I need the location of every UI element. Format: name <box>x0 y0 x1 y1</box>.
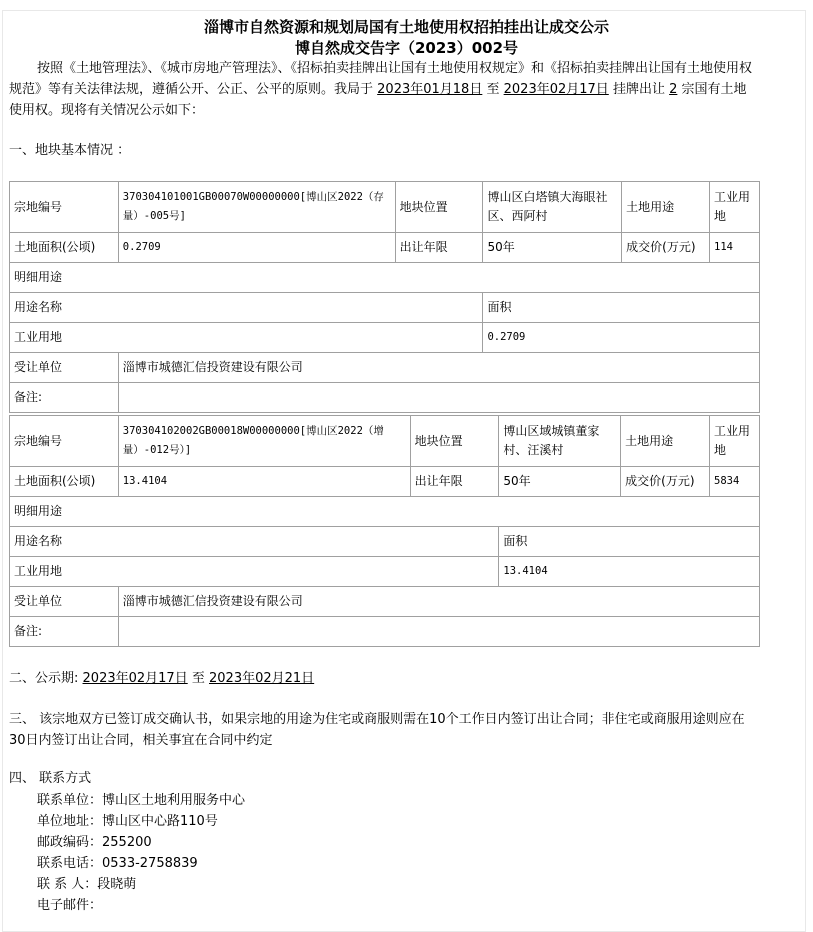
contact-phone: 联系电话：0533-2758839 <box>37 856 198 871</box>
intro-to: 至 <box>486 82 500 97</box>
term-value: 50年 <box>499 467 621 497</box>
remarks-label: 备注: <box>10 617 119 647</box>
term-label: 出让年限 <box>410 467 499 497</box>
table-row <box>10 263 760 293</box>
parcel-count: 2 <box>669 82 678 97</box>
parcel-table-1 <box>9 181 760 413</box>
price-label: 成交价(万元) <box>622 233 710 263</box>
parcel-id-label: 宗地编号 <box>10 182 119 233</box>
assignee-value: 淄博市城德汇信投资建设有限公司 <box>118 587 759 617</box>
parcel-id-value: 370304101001GB00070W00000000[博山区2022（存量）-005号] <box>118 182 395 233</box>
publicity-end-date: 2023年02月21日 <box>209 671 315 686</box>
table-row <box>10 293 760 323</box>
listing-start-date: 2023年01月18日 <box>377 82 483 97</box>
intro-text-2: 挂牌出让 <box>612 82 665 97</box>
remarks-value <box>118 617 759 647</box>
location-value: 博山区域城镇董家村、汪溪村 <box>499 416 621 467</box>
use-name-value: 工业用地 <box>10 557 499 587</box>
detail-area-value: 0.2709 <box>483 323 760 353</box>
publicity-label: 二、公示期: <box>9 671 79 686</box>
table-row <box>10 497 760 527</box>
section-4-heading: 四、 联系方式 <box>9 771 92 786</box>
assignee-label: 受让单位 <box>10 587 119 617</box>
location-label: 地块位置 <box>410 416 499 467</box>
term-label: 出让年限 <box>395 233 483 263</box>
price-value: 114 <box>710 233 760 263</box>
table-row <box>10 182 760 233</box>
detail-use-label: 明细用途 <box>10 497 760 527</box>
assignee-label: 受让单位 <box>10 353 119 383</box>
use-name-label: 用途名称 <box>10 293 483 323</box>
use-name-value: 工业用地 <box>10 323 483 353</box>
detail-area-label: 面积 <box>499 527 760 557</box>
remarks-value <box>118 383 759 413</box>
area-value: 0.2709 <box>118 233 395 263</box>
notice-number: 博自然成交告字（2023）002号 <box>294 39 519 57</box>
table-row <box>10 353 760 383</box>
land-use-value: 工业用地 <box>710 182 760 233</box>
section-1-heading: 一、地块基本情况 ： <box>9 143 131 158</box>
detail-area-value: 13.4104 <box>499 557 760 587</box>
detail-area-label: 面积 <box>483 293 760 323</box>
section-2-publicity <box>9 669 314 689</box>
land-use-label: 土地用途 <box>622 182 710 233</box>
table-row <box>10 527 760 557</box>
use-name-label: 用途名称 <box>10 527 499 557</box>
parcel-table-2 <box>9 415 760 647</box>
price-label: 成交价(万元) <box>621 467 710 497</box>
intro-text-1: 按照《土地管理法》、《城市房地产管理法》、《招标拍卖挂牌出让国有土地使用权规定》和《招标拍卖挂牌出让国有土地使用权规范》等有关法律法规，遵循公开、公正、公平的原则。我局于 <box>9 61 753 97</box>
publicity-to: 至 <box>191 671 205 686</box>
land-use-label: 土地用途 <box>621 416 710 467</box>
area-value: 13.4104 <box>118 467 410 497</box>
contact-address: 单位地址：博山区中心路110号 <box>37 814 218 829</box>
location-label: 地块位置 <box>395 182 483 233</box>
area-label: 土地面积(公顷) <box>10 467 119 497</box>
notice-title: 淄博市自然资源和规划局国有土地使用权招拍挂出让成交公示 <box>203 18 609 36</box>
term-value: 50年 <box>483 233 622 263</box>
table-row <box>10 617 760 647</box>
table-row <box>10 233 760 263</box>
table-row <box>10 587 760 617</box>
contact-email: 电子邮件： <box>37 898 103 913</box>
table-row <box>10 323 760 353</box>
publicity-start-date: 2023年02月17日 <box>82 671 188 686</box>
detail-use-label: 明细用途 <box>10 263 760 293</box>
price-value: 5834 <box>710 467 760 497</box>
contact-unit: 联系单位：博山区土地利用服务中心 <box>37 793 246 808</box>
intro-text-3: 宗国有土地使用权。现将有关情况公示如下： <box>9 82 747 118</box>
table-row <box>10 467 760 497</box>
intro-paragraph <box>9 58 759 121</box>
area-label: 土地面积(公顷) <box>10 233 119 263</box>
contact-person: 联 系 人：段晓萌 <box>37 877 137 892</box>
assignee-value: 淄博市城德汇信投资建设有限公司 <box>118 353 759 383</box>
table-row <box>10 416 760 467</box>
table-row <box>10 557 760 587</box>
section-3-text: 三、 该宗地双方已签订成交确认书，如果宗地的用途为住宅或商服则需在10个工作日内签订出让合同；非住宅或商服用途则应在30日内签订出让合同，相关事宜在合同中约定 <box>9 712 745 748</box>
location-value: 博山区白塔镇大海眼社区、西阿村 <box>483 182 622 233</box>
listing-end-date: 2023年02月17日 <box>503 82 609 97</box>
land-use-value: 工业用地 <box>710 416 760 467</box>
parcel-id-label: 宗地编号 <box>10 416 119 467</box>
parcel-id-value: 370304102002GB00018W00000000[博山区2022（增量）-012号）] <box>118 416 410 467</box>
contact-postcode: 邮政编码：255200 <box>37 835 152 850</box>
table-row <box>10 383 760 413</box>
remarks-label: 备注: <box>10 383 119 413</box>
